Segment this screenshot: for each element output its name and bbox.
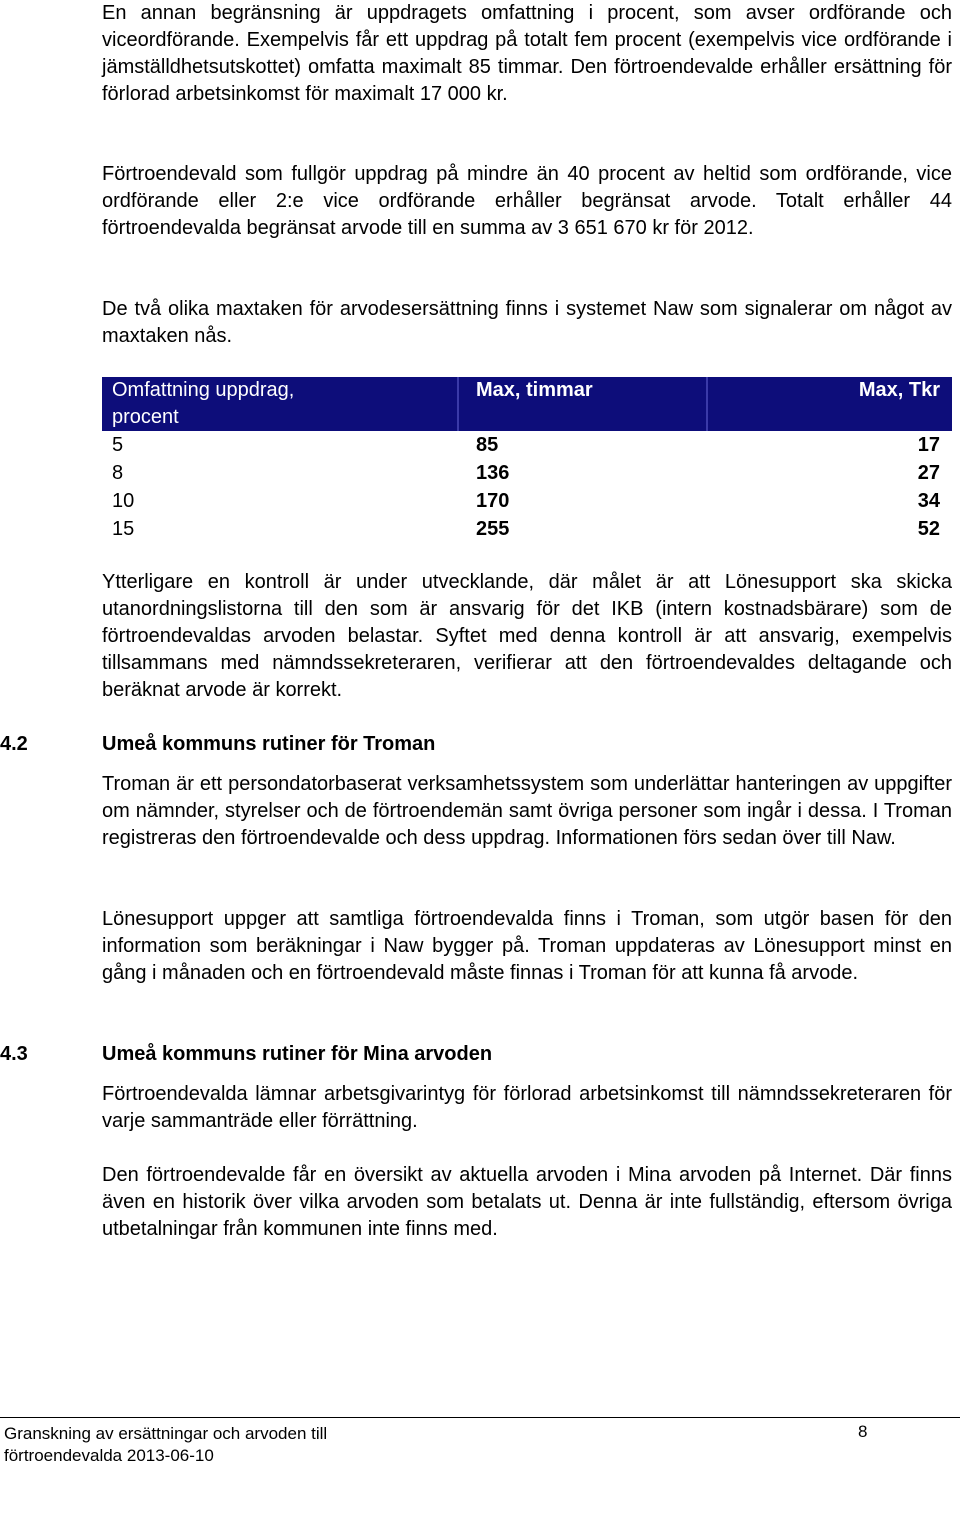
paragraph-troman-description: Troman är ett persondatorbaserat verksamhetssystem som underlättar hanteringen av uppgifter om nämnder, styrelser och de förtroendemän samt övriga personer som ingår i dessa. I Troman registreras den förtroendevalde och dess uppdrag. Informationen förs sedan över till Naw. bbox=[102, 773, 952, 849]
header-max-tkr: Max, Tkr bbox=[858, 379, 940, 401]
header-divider bbox=[457, 377, 459, 431]
cell-max-tkr: 27 bbox=[917, 462, 940, 484]
table-row bbox=[102, 487, 952, 515]
paragraph-limited-fee: Förtroendevald som fullgör uppdrag på mindre än 40 procent av heltid som ordförande, vice ordförande eller 2:e vice ordförande erhåller begränsat arvode. Totalt erhåller 44 förtroendevalda begränsat arvode till en summa av 3 651 670 kr för 2012. bbox=[102, 163, 952, 239]
cell-percent: 10 bbox=[112, 490, 135, 512]
cell-percent: 15 bbox=[112, 518, 135, 540]
fee-cap-table bbox=[102, 377, 952, 543]
header-scope-percent-line2: procent bbox=[112, 406, 179, 428]
table-row bbox=[102, 431, 952, 459]
page-footer bbox=[0, 1417, 960, 1477]
header-divider bbox=[706, 377, 708, 431]
footer-line-1: Granskning av ersättningar och arvoden till bbox=[4, 1424, 328, 1443]
header-scope-percent-line1: Omfattning uppdrag, bbox=[112, 379, 295, 401]
table-row bbox=[102, 515, 952, 543]
paragraph-employer-certificate: Förtroendevalda lämnar arbetsgivarintyg för förlorad arbetsinkomst till nämndssekreteraren för varje sammanträde eller förrättning. bbox=[102, 1083, 952, 1132]
section-title: Umeå kommuns rutiner för Mina arvoden bbox=[102, 1043, 493, 1065]
paragraph-max-caps-naw: De två olika maxtaken för arvodesersättning finns i systemet Naw som signalerar om något av maxtaken nås. bbox=[102, 298, 952, 347]
cell-max-hours: 170 bbox=[476, 490, 510, 512]
footer-document-title bbox=[4, 1423, 424, 1467]
section-title: Umeå kommuns rutiner för Troman bbox=[102, 733, 436, 755]
table-header-row bbox=[102, 377, 952, 431]
paragraph-further-control: Ytterligare en kontroll är under utvecklande, där målet är att Lönesupport ska skicka utanordningslistorna till den som är ansvarig för det IKB (intern kostnadsbärare) som de förtroendevaldas arvoden belastar. Syftet med denna kontroll är att ansvarig, exempelvis tillsammans med nämndssekreteraren, verifierar att den förtroendevaldes deltagande och beräknat arvode är korrekt. bbox=[102, 571, 952, 701]
footer-line-2: förtroendevalda 2013-06-10 bbox=[4, 1446, 214, 1465]
cell-max-hours: 136 bbox=[476, 462, 510, 484]
cell-max-tkr: 17 bbox=[917, 434, 940, 456]
cell-percent: 5 bbox=[112, 434, 124, 456]
section-number: 4.2 bbox=[0, 733, 28, 755]
paragraph-assignment-limit: En annan begränsning är uppdragets omfattning i procent, som avser ordförande och viceordförande. Exempelvis får ett uppdrag på totalt fem procent (exempelvis vice ordförande i jämställdhetsutskottet) omfatta maximalt 85 timmar. Den förtroendevalde erhåller ersättning för förlorad arbetsinkomst för maximalt 17 000 kr. bbox=[102, 2, 952, 105]
paragraph-mina-arvoden-overview: Den förtroendevalde får en översikt av aktuella arvoden i Mina arvoden på Internet. Där finns även en historik över vilka arvoden som betalats ut. Denna är inte fullständig, eftersom övriga utbetalningar från kommunen inte finns med. bbox=[102, 1164, 952, 1240]
page-number: 8 bbox=[858, 1422, 868, 1441]
section-number: 4.3 bbox=[0, 1043, 28, 1065]
paragraph-lonesupport-troman: Lönesupport uppger att samtliga förtroendevalda finns i Troman, som utgör basen för den information som beräkningar i Naw bygger på. Troman uppdateras av Lönesupport minst en gång i månaden och en förtroendevald måste finnas i Troman för att kunna få arvode. bbox=[102, 908, 952, 984]
table-row bbox=[102, 459, 952, 487]
cell-max-tkr: 52 bbox=[917, 518, 940, 540]
header-max-hours: Max, timmar bbox=[476, 379, 593, 401]
footer-divider bbox=[0, 1417, 960, 1418]
cell-max-hours: 255 bbox=[476, 518, 510, 540]
cell-max-tkr: 34 bbox=[917, 490, 940, 512]
cell-max-hours: 85 bbox=[476, 434, 499, 456]
cell-percent: 8 bbox=[112, 462, 124, 484]
